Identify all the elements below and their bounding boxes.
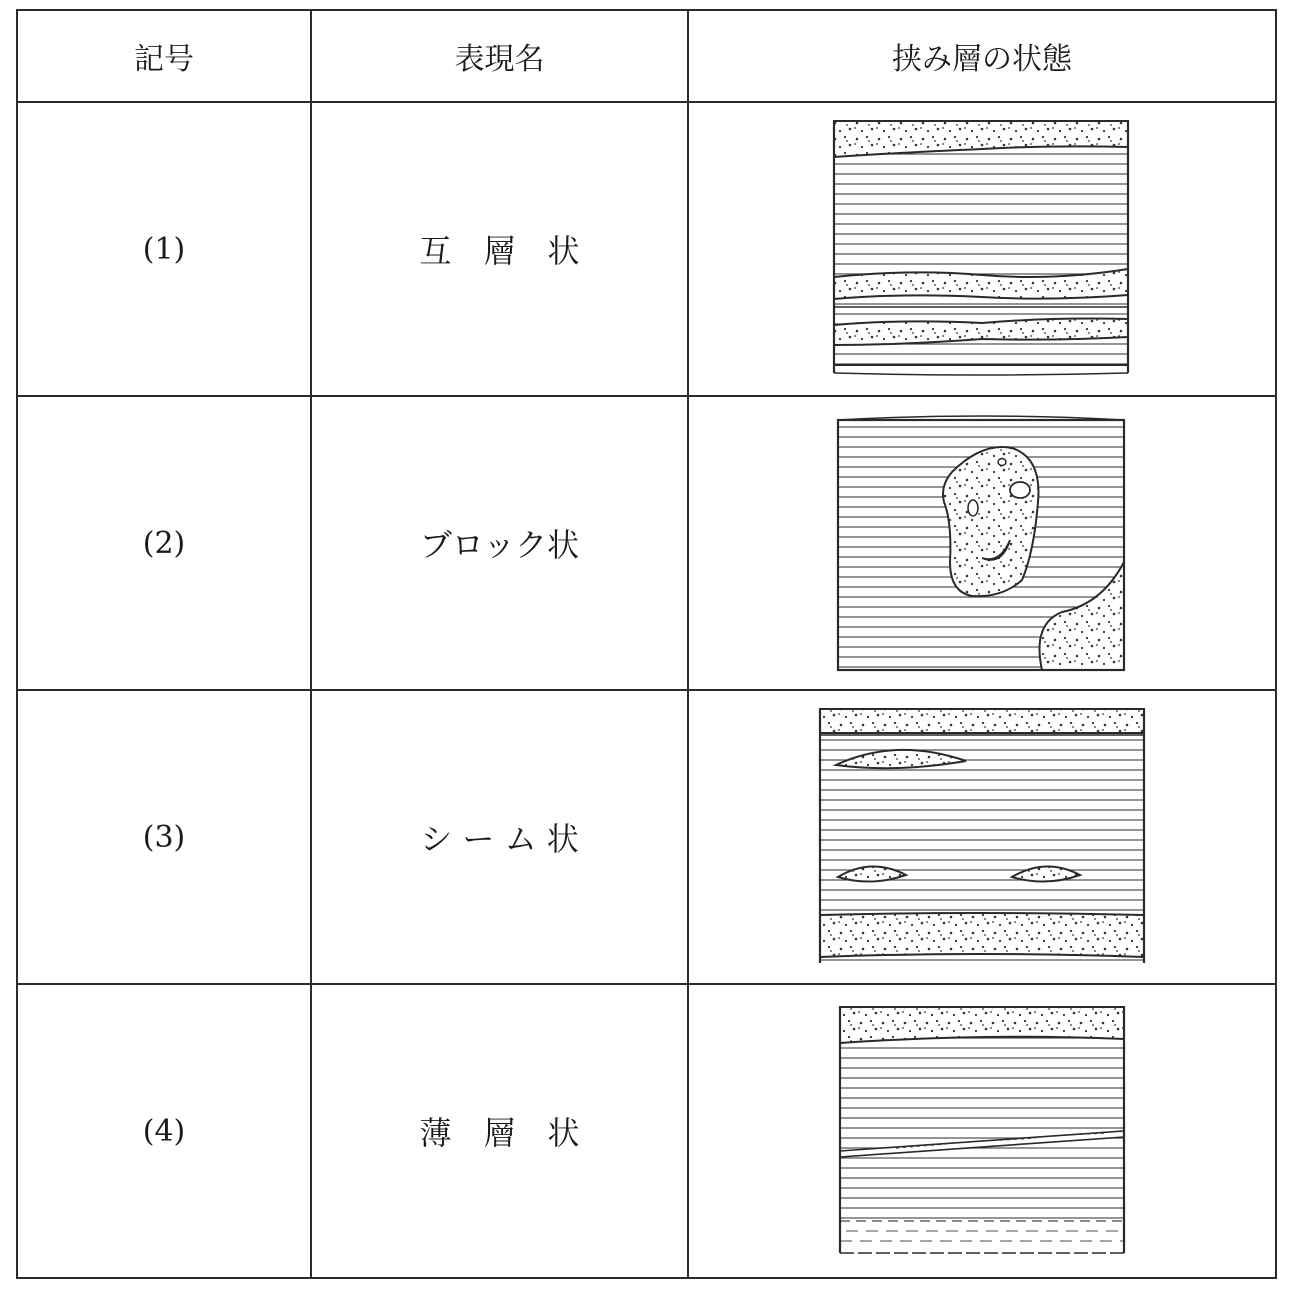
seam-sketch — [816, 705, 1148, 969]
thin-layer-sketch — [836, 1003, 1128, 1259]
row-sketch-cell — [688, 396, 1276, 690]
row-symbol: (2) — [17, 396, 311, 690]
table-row — [17, 690, 1276, 984]
row-sketch-cell — [688, 690, 1276, 984]
row-symbol: (4) — [17, 984, 311, 1278]
row-name: ブロック状 — [311, 396, 688, 690]
row-name: 互 層 状 — [311, 102, 688, 396]
header-row — [17, 10, 1276, 102]
header-state: 挟み層の状態 — [688, 10, 1276, 102]
table-row — [17, 396, 1276, 690]
header-symbol: 記号 — [17, 10, 311, 102]
row-sketch-cell — [688, 102, 1276, 396]
interbedded-sketch — [832, 119, 1132, 379]
row-symbol: (1) — [17, 102, 311, 396]
row-sketch-cell — [688, 984, 1276, 1278]
table-row — [17, 984, 1276, 1278]
block-sketch — [832, 412, 1132, 674]
header-name: 表現名 — [311, 10, 688, 102]
table-row — [17, 102, 1276, 396]
row-name: 薄 層 状 — [311, 984, 688, 1278]
row-name: シ ー ム 状 — [311, 690, 688, 984]
interbed-classification-table — [16, 9, 1277, 1279]
row-symbol: (3) — [17, 690, 311, 984]
